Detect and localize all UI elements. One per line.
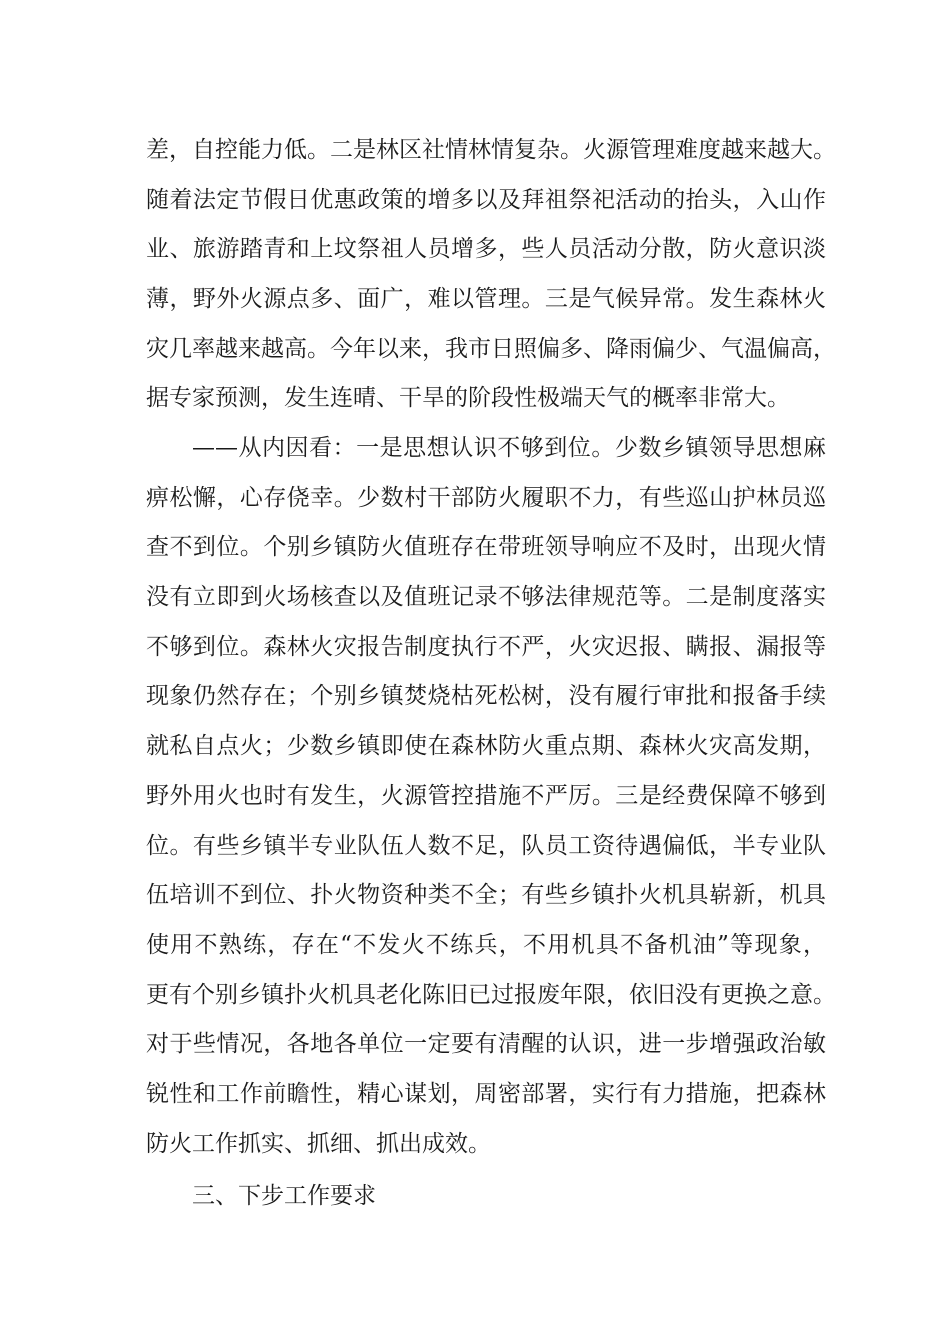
text-line: 就私自点火；少数乡镇即使在森林防火重点期、森林火灾高发期， [146,733,826,760]
text-line: 随着法定节假日优惠政策的增多以及拜祖祭祀活动的抬头，入山作 [146,186,826,213]
text-line: 灾几率越来越高。今年以来，我市日照偏多、降雨偏少、气温偏高， [146,335,836,362]
text-line: 对于些情况，各地各单位一定要有清醒的认识，进一步增强政治敏 [146,1031,826,1058]
text-line: 更有个别乡镇扑火机具老化陈旧已过报废年限，依旧没有更换之意。 [146,981,836,1008]
text-line: 锐性和工作前瞻性，精心谋划，周密部署，实行有力措施，把森林 [146,1080,826,1107]
paragraph-internal-causes [146,424,836,1169]
paragraph-continuation [146,126,836,424]
text-line: 野外用火也时有发生，火源管控措施不严厉。三是经费保障不够到 [146,782,826,809]
section-heading: 三、下步工作要求 [192,1183,376,1209]
text-line: 痹松懈，心存侥幸。少数村干部防火履职不力，有些巡山护林员巡 [146,484,826,511]
text-line: 现象仍然存在；个别乡镇焚烧枯死松树，没有履行审批和报备手续 [146,683,826,710]
text-line: 伍培训不到位、扑火物资种类不全；有些乡镇扑火机具崭新，机具 [146,882,826,909]
text-line: 防火工作抓实、抓细、抓出成效。 [146,1130,491,1157]
text-line: 位。有些乡镇半专业队伍人数不足，队员工资待遇偏低，半专业队 [146,832,826,859]
text-line: 使用不熟练，存在“不发火不练兵，不用机具不备机油”等现象， [146,931,826,958]
text-line: 差，自控能力低。二是林区社情林情复杂。火源管理难度越来越大。 [146,137,836,163]
text-line: 不够到位。森林火灾报告制度执行不严，火灾迟报、瞒报、漏报等 [146,633,826,660]
text-line: 业、旅游踏青和上坟祭祖人员增多，些人员活动分散，防火意识淡 [146,236,826,263]
text-line: 没有立即到火场核查以及值班记录不够法律规范等。二是制度落实 [146,584,826,611]
text-line: 据专家预测，发生连晴、干旱的阶段性极端天气的概率非常大。 [146,385,790,412]
text-line: 查不到位。个别乡镇防火值班存在带班领导响应不及时，出现火情 [146,534,826,561]
text-line: ——从内因看：一是思想认识不够到位。少数乡镇领导思想麻 [192,435,826,461]
text-line: 薄，野外火源点多、面广，难以管理。三是气候异常。发生森林火 [146,286,826,313]
